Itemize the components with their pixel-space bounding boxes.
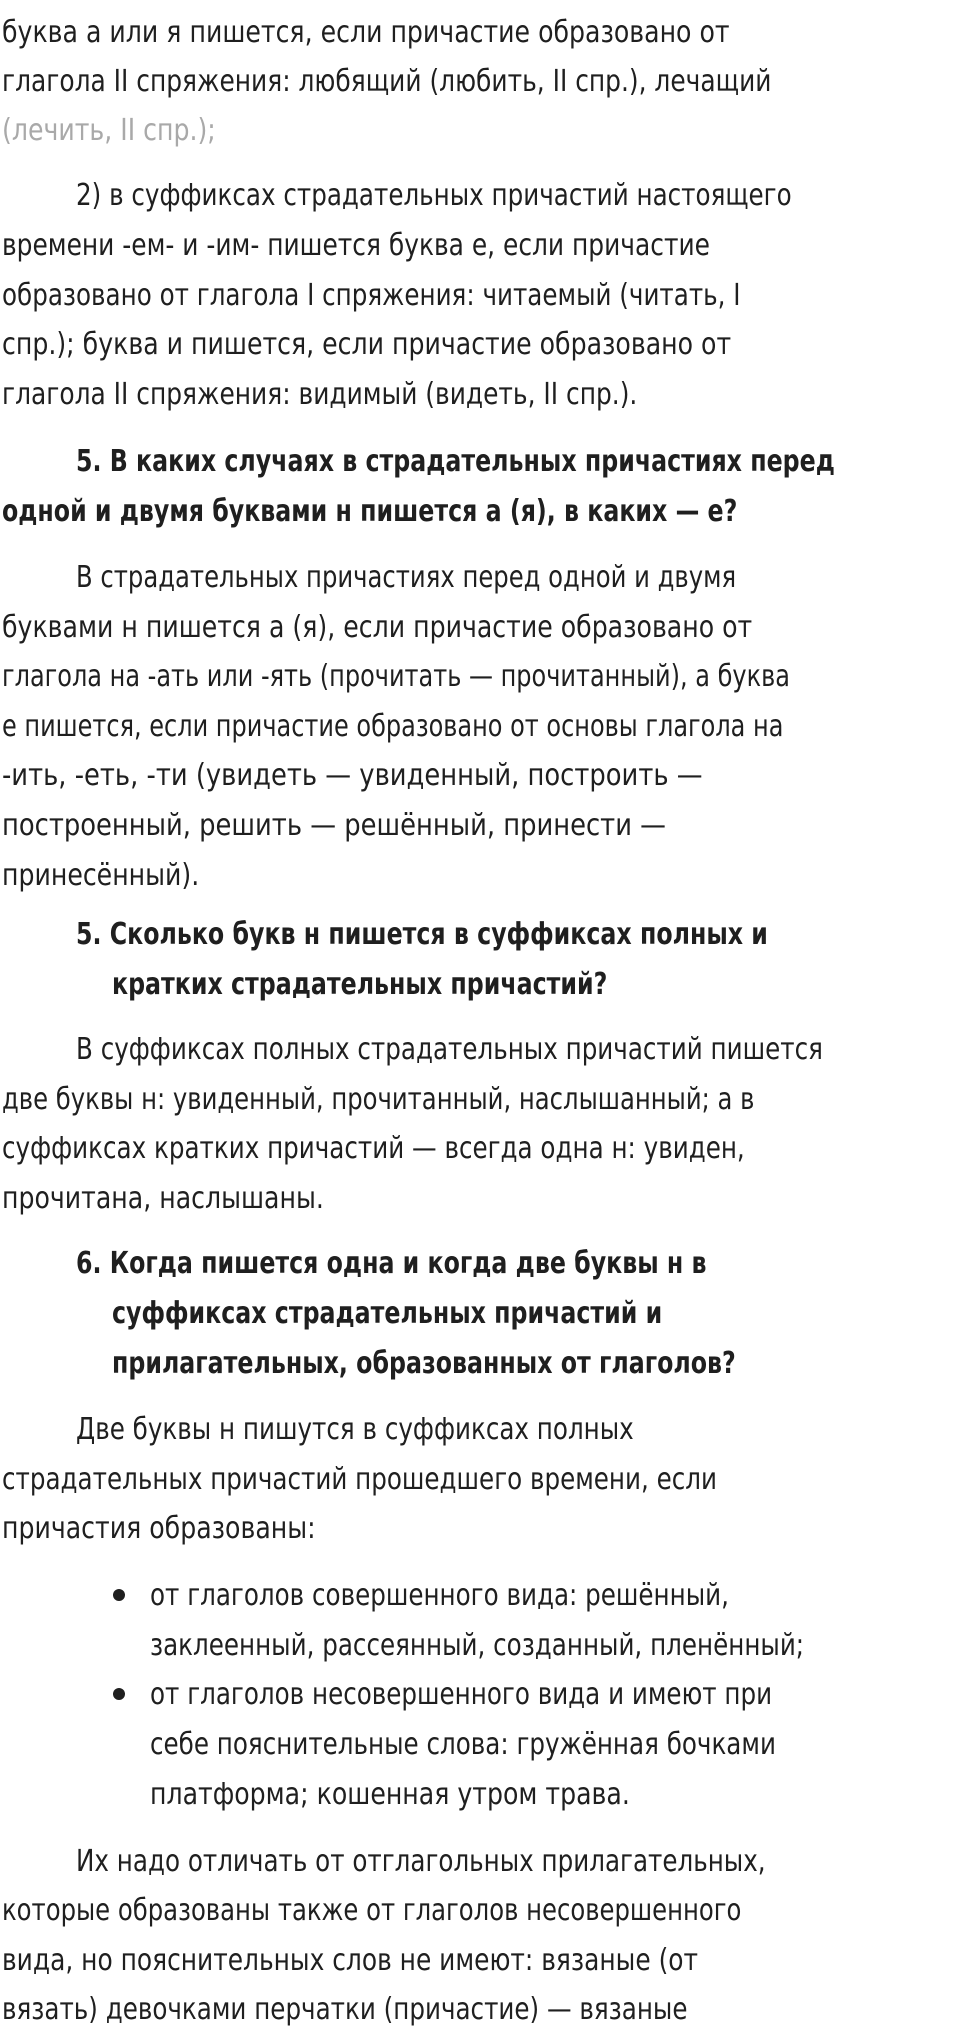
text-line (2, 57, 929, 107)
paragraph-text: В суффиксах полных страдательных причастий пишется (76, 1032, 823, 1067)
paragraph-text: построенный, решить — решённый, принести — (2, 808, 666, 843)
text-line (2, 271, 903, 321)
list-item-text: от глаголов несовершенного вида и имеют при (150, 1677, 773, 1712)
text-line (2, 851, 237, 901)
paragraph-text: суффиксах кратких причастий — всегда одна н: увиден, (2, 1131, 745, 1166)
paragraph-text: е пишется, если причастие образовано от основы глагола на (2, 709, 784, 744)
text-line (2, 751, 817, 801)
list-item-text: заклеенный, рассеянный, созданный, пленённый; (150, 1628, 805, 1663)
text-line (2, 8, 868, 58)
heading-text: кратких страдательных причастий? (112, 967, 608, 1002)
question-heading (76, 910, 952, 960)
paragraph-text: вязать) девочками перчатки (причастие) — вязаные (2, 1992, 688, 2027)
text-line (2, 801, 774, 851)
list-item-continuation (150, 1720, 913, 1770)
text-line (2, 1124, 908, 1174)
paragraph-text: вида, но пояснительных слов не имеют: вязаные (от (2, 1943, 699, 1978)
paragraph-text: 2) в суффиксах страдательных причастий настоящего (76, 178, 792, 213)
question-heading (76, 437, 960, 487)
question-heading (112, 960, 739, 1010)
question-heading (76, 1239, 874, 1289)
paragraph-text: две буквы н: увиденный, прочитанный, наслышанный; а в (2, 1082, 755, 1117)
bullet-icon (113, 1688, 125, 1700)
paragraph-text: времени -ем- и -им- пишется буква е, если причастие (2, 228, 710, 263)
list-item (150, 1670, 909, 1720)
text-line (2, 702, 960, 752)
text-line (2, 1455, 874, 1505)
text-line (76, 171, 949, 221)
text-line (2, 1936, 841, 1986)
heading-text: 5. В каких случаях в страдательных причастиях перед (76, 444, 835, 479)
paragraph-text: образовано от глагола I спряжения: читаемый (читать, I (2, 278, 741, 313)
text-line (76, 1837, 917, 1887)
text-line (2, 106, 257, 156)
text-line (2, 1504, 375, 1554)
heading-text: одной и двумя буквами н пишется а (я), в каких — е? (2, 494, 738, 529)
paragraph-text: причастия образованы: (2, 1511, 316, 1546)
list-item-continuation (150, 1770, 721, 1820)
text-line (2, 370, 767, 420)
question-heading (112, 1289, 809, 1339)
list-item-text: платформа; кошенная утром трава. (150, 1777, 630, 1812)
paragraph-text: прочитана, наслышаны. (2, 1181, 324, 1216)
heading-text: 5. Сколько букв н пишется в суффиксах полных и (76, 917, 768, 952)
text-line (76, 553, 891, 603)
list-item-continuation (150, 1621, 948, 1671)
paragraph-text: -ить, -еть, -ти (увидеть — увиденный, построить — (2, 758, 703, 793)
text-line (2, 652, 960, 702)
text-line (2, 320, 870, 370)
heading-text: прилагательных, образованных от глаголов? (112, 1346, 736, 1381)
list-item-text: от глаголов совершенного вида: решённый, (150, 1578, 729, 1613)
text-line (76, 1405, 756, 1455)
paragraph-text: Две буквы н пишутся в суффиксах полных (76, 1412, 634, 1447)
text-line (2, 1075, 931, 1125)
heading-text: 6. Когда пишется одна и когда две буквы н в (76, 1246, 707, 1281)
text-line (2, 221, 855, 271)
paragraph-text: глагола на -ать или -ять (прочитать — прочитанный), а буква (2, 659, 790, 694)
text-line (2, 1985, 838, 2035)
text-line (2, 1174, 385, 1224)
paragraph-text: спр.); буква и пишется, если причастие образовано от (2, 327, 732, 362)
paragraph-text: принесённый). (2, 858, 200, 893)
paragraph-text: Их надо отличать от отглагольных прилагательных, (76, 1844, 766, 1879)
text-line (2, 1886, 915, 1936)
paragraph-text: (лечить, II спр.); (2, 113, 216, 148)
paragraph-text: буква а или я пишется, если причастие образовано от (2, 15, 730, 50)
question-heading (112, 1339, 902, 1389)
paragraph-text: глагола II спряжения: видимый (видеть, II спр.). (2, 377, 638, 412)
question-heading (2, 487, 933, 537)
paragraph-text: глагола II спряжения: любящий (любить, II спр.), лечащий (2, 64, 772, 99)
text-line (76, 1025, 960, 1075)
list-item (150, 1571, 856, 1621)
list-item-text: себе пояснительные слова: гружённая бочками (150, 1727, 776, 1762)
paragraph-text: которые образованы также от глаголов несовершенного (2, 1893, 742, 1928)
heading-text: суффиксах страдательных причастий и (112, 1296, 663, 1331)
paragraph-text: страдательных причастий прошедшего времени, если (2, 1462, 718, 1497)
paragraph-text: В страдательных причастиях перед одной и двумя (76, 560, 737, 595)
paragraph-text: буквами н пишется а (я), если причастие образовано от (2, 610, 753, 645)
text-line (2, 603, 895, 653)
bullet-icon (113, 1589, 125, 1601)
